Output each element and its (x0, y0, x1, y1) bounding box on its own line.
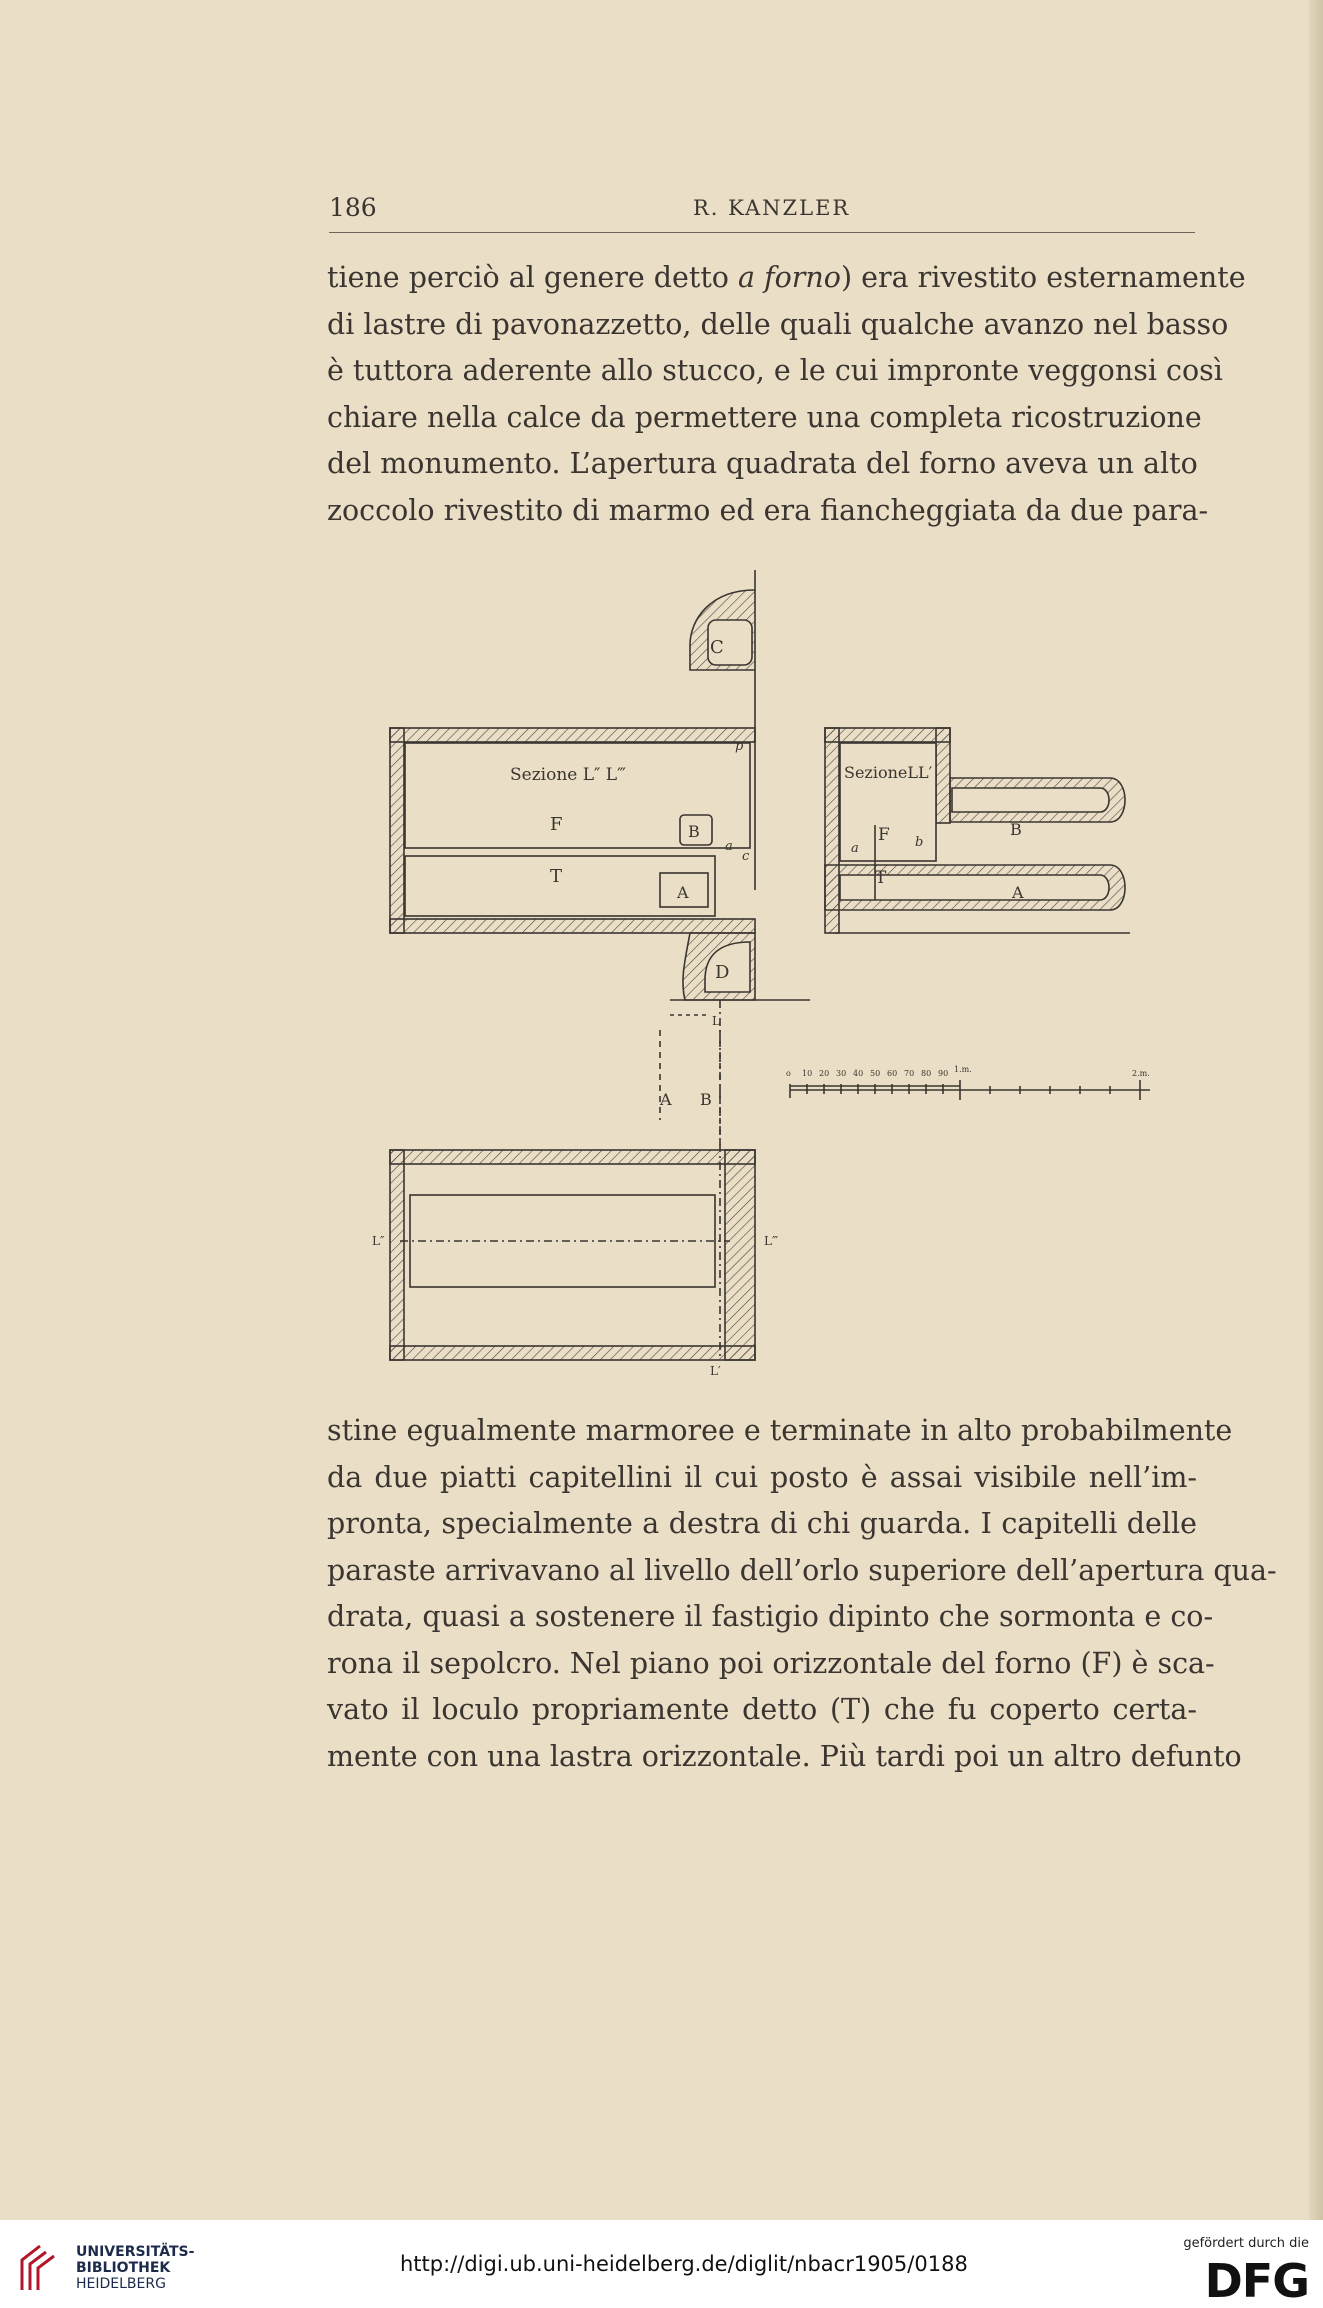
label-d: D (715, 962, 730, 983)
label-plan-l: L (712, 1014, 720, 1028)
text-line: zoccolo rivestito di marmo ed era fiancheggiata da due para- (327, 493, 1209, 527)
scale-tick-label: 60 (887, 1069, 898, 1078)
hatched-top-slab (390, 728, 755, 742)
scale-tick-label: 40 (853, 1069, 864, 1078)
text-line: paraste arrivavano al livello dell’orlo superiore dell’apertura qua- (327, 1553, 1277, 1587)
scale-2m-label: 2.m. (1132, 1069, 1150, 1078)
library-name-line: HEIDELBERG (76, 2276, 166, 2292)
scale-labels (786, 1065, 1150, 1078)
label-r-b: B (1010, 820, 1022, 839)
scale-tick-label: 80 (921, 1069, 932, 1078)
library-name (76, 2244, 194, 2292)
scale-tick-label: 50 (870, 1069, 881, 1078)
label-c-small: c (742, 849, 750, 864)
text-line: è tuttora aderente allo stucco, e le cui impronte veggonsi così (327, 354, 1223, 387)
drawing-svg (370, 560, 1170, 1380)
text-line: mente con una lastra orizzontale. Più tardi poi un altro defunto (327, 1739, 1242, 1773)
dfg-caption: gefördert durch die (1183, 2236, 1309, 2251)
label-t: T (550, 866, 563, 887)
paragraph-bottom (327, 1408, 1277, 1780)
arm-b (952, 788, 1109, 812)
text-line: da due piatti capitellini il cui posto è assai visibile nell’im- (327, 1460, 1197, 1494)
label-b: B (688, 822, 700, 841)
hatched-plan-right (725, 1150, 755, 1360)
label-plan-l2: L″ (372, 1234, 385, 1248)
paragraph-top (327, 255, 1246, 534)
text-line: stine egualmente marmoree e terminate in alto probabilmente (327, 1414, 1233, 1447)
section1-title: Sezione L″ L‴ (510, 765, 626, 785)
hatched-plan-top (390, 1150, 755, 1164)
text-line: rona il sepolcro. Nel piano poi orizzontale del forno (F) è sca- (327, 1646, 1215, 1680)
hatched-left-wall (390, 728, 404, 933)
hatched-plan-left (390, 1150, 404, 1360)
label-r-a: A (1012, 883, 1024, 902)
plan-dashed-verticals (660, 1030, 720, 1145)
library-name-line: UNIVERSITÄTS- (76, 2244, 195, 2260)
dfg-logo: DFG (1204, 2254, 1309, 2308)
label-r-t: T (875, 868, 887, 888)
scale-tick-label: o (786, 1069, 791, 1078)
label-plan-a: A (660, 1090, 672, 1109)
text-line: drata, quasi a sostenere il fastigio dipinto che sormonta e co- (327, 1600, 1214, 1633)
label-r-b-small: b (915, 835, 924, 850)
university-library-logo-icon (12, 2238, 72, 2298)
hatched-bottom-slab (390, 919, 755, 933)
text-line: chiare nella calce da permettere una completa ricostruzione (327, 400, 1202, 434)
label-plan-l1: L′ (710, 1364, 721, 1378)
scale-tick-label: 30 (836, 1069, 847, 1078)
label-plan-l3: L‴ (764, 1234, 779, 1248)
scale-tick-label: 10 (802, 1069, 813, 1078)
scale-tick-label: 20 (819, 1069, 830, 1078)
tomb-section-drawing (370, 560, 1170, 1380)
page-edge-shadow (1309, 0, 1323, 2220)
label-r-a-small: a (851, 841, 859, 856)
section2-title: SezioneLL′ (844, 763, 933, 782)
text-line: di lastre di pavonazzetto, delle quali qualche avanzo nel basso (327, 307, 1229, 341)
hatched-r-top (825, 728, 950, 742)
text-line: vato il loculo propriamente detto (T) che fu coperto certa- (327, 1693, 1197, 1726)
running-title: R. KANZLER (693, 196, 851, 220)
text-line: tiene perciò al genere detto a forno) era rivestito esternamente (327, 261, 1246, 294)
label-p-small: p (735, 739, 744, 754)
label-c: C (710, 637, 724, 658)
source-url-link[interactable]: http://digi.ub.uni-heidelberg.de/diglit/nbacr1905/0188 (400, 2252, 968, 2276)
page-number: 186 (329, 193, 377, 222)
scale-tick-label: 70 (904, 1069, 915, 1078)
hatched-r-right (936, 728, 950, 823)
label-f: F (550, 814, 563, 835)
digitization-footer (0, 2220, 1323, 2308)
label-a-small: a (725, 839, 733, 854)
label-plan-b: B (700, 1090, 712, 1109)
running-header (329, 193, 1195, 233)
scale-1m-label: 1.m. (954, 1065, 972, 1074)
label-a: A (677, 883, 689, 902)
text-line: del monumento. L’apertura quadrata del forno aveva un alto (327, 447, 1198, 480)
text-line: pronta, specialmente a destra di chi guarda. I capitelli delle (327, 1507, 1197, 1540)
scale-tick-label: 90 (938, 1069, 949, 1078)
library-name-line: BIBLIOTHEK (76, 2260, 171, 2276)
hatched-plan-bottom (390, 1346, 755, 1360)
label-r-f: F (878, 825, 890, 845)
header-rule (329, 232, 1195, 233)
